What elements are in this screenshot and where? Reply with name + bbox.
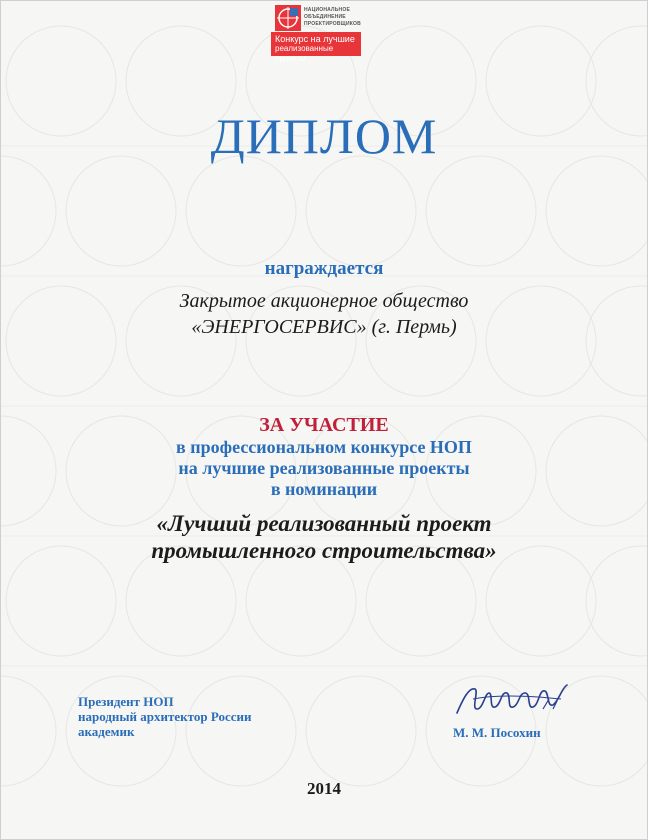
logo-org-name [304,7,368,28]
awarded-label: награждается [264,258,384,279]
signatory-position [78,694,252,739]
recipient-block [1,288,647,340]
logo-org-line: ПРОЕКТИРОВЩИКОВ [304,21,361,27]
position-line3: академик [78,724,135,739]
position-line1: Президент НОП [78,694,174,709]
logo-emblem-icon [275,5,301,31]
recipient-line1: Закрытое акционерное общество [179,290,469,312]
handwritten-signature [453,679,573,721]
signatory-name: М. М. Посохин [453,725,541,740]
logo-org-line: НАЦИОНАЛЬНОЕ [304,7,350,13]
logo-contest-line2: реализованные проекты [275,44,334,63]
recipient-line2: «ЭНЕРГОСЕРВИС» (г. Пермь) [191,316,457,338]
contest-description [1,437,647,500]
contest-logo [271,5,371,63]
logo-contest-banner [271,32,361,63]
logo-contest-line1: Конкурс на лучшие [275,34,355,44]
diploma-year: 2014 [307,779,341,798]
description-line3: в номинации [270,479,378,499]
nomination-line1: «Лучший реализованный проект [156,511,492,536]
position-line2: народный архитектор России [78,709,252,724]
description-line1: в профессиональном конкурсе НОП [176,437,472,457]
description-line2: на лучшие реализованные проекты [178,458,470,478]
diploma-title: ДИПЛОМ [210,108,438,164]
nomination-title [1,510,647,564]
nomination-line2: промышленного строительства» [151,538,497,563]
award-reason: ЗА УЧАСТИЕ [259,414,389,436]
logo-org-line: ОБЪЕДИНЕНИЕ [304,14,346,20]
